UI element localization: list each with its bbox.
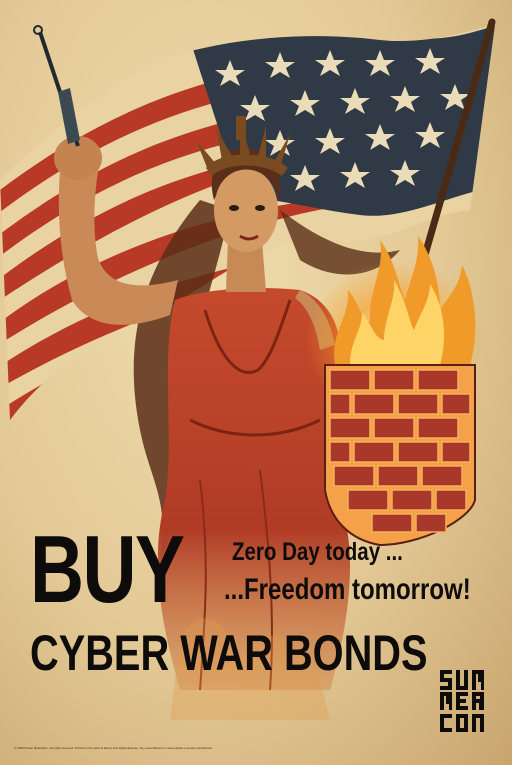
headline-cyber-war-bonds: CYBER WAR BONDS <box>30 625 428 681</box>
headline-buy: BUY <box>30 516 184 623</box>
tagline-line-2: ...Freedom tomorrow! <box>224 573 471 606</box>
fine-print: © 2025 Poster Illustration. All rights reserved. Printed in the spirit of liberty and digital defense. Any resemblance to real exploits is purely coincidental. <box>14 746 213 750</box>
tagline-line-1: Zero Day today ... <box>232 538 403 566</box>
summercon-logo <box>440 670 484 732</box>
